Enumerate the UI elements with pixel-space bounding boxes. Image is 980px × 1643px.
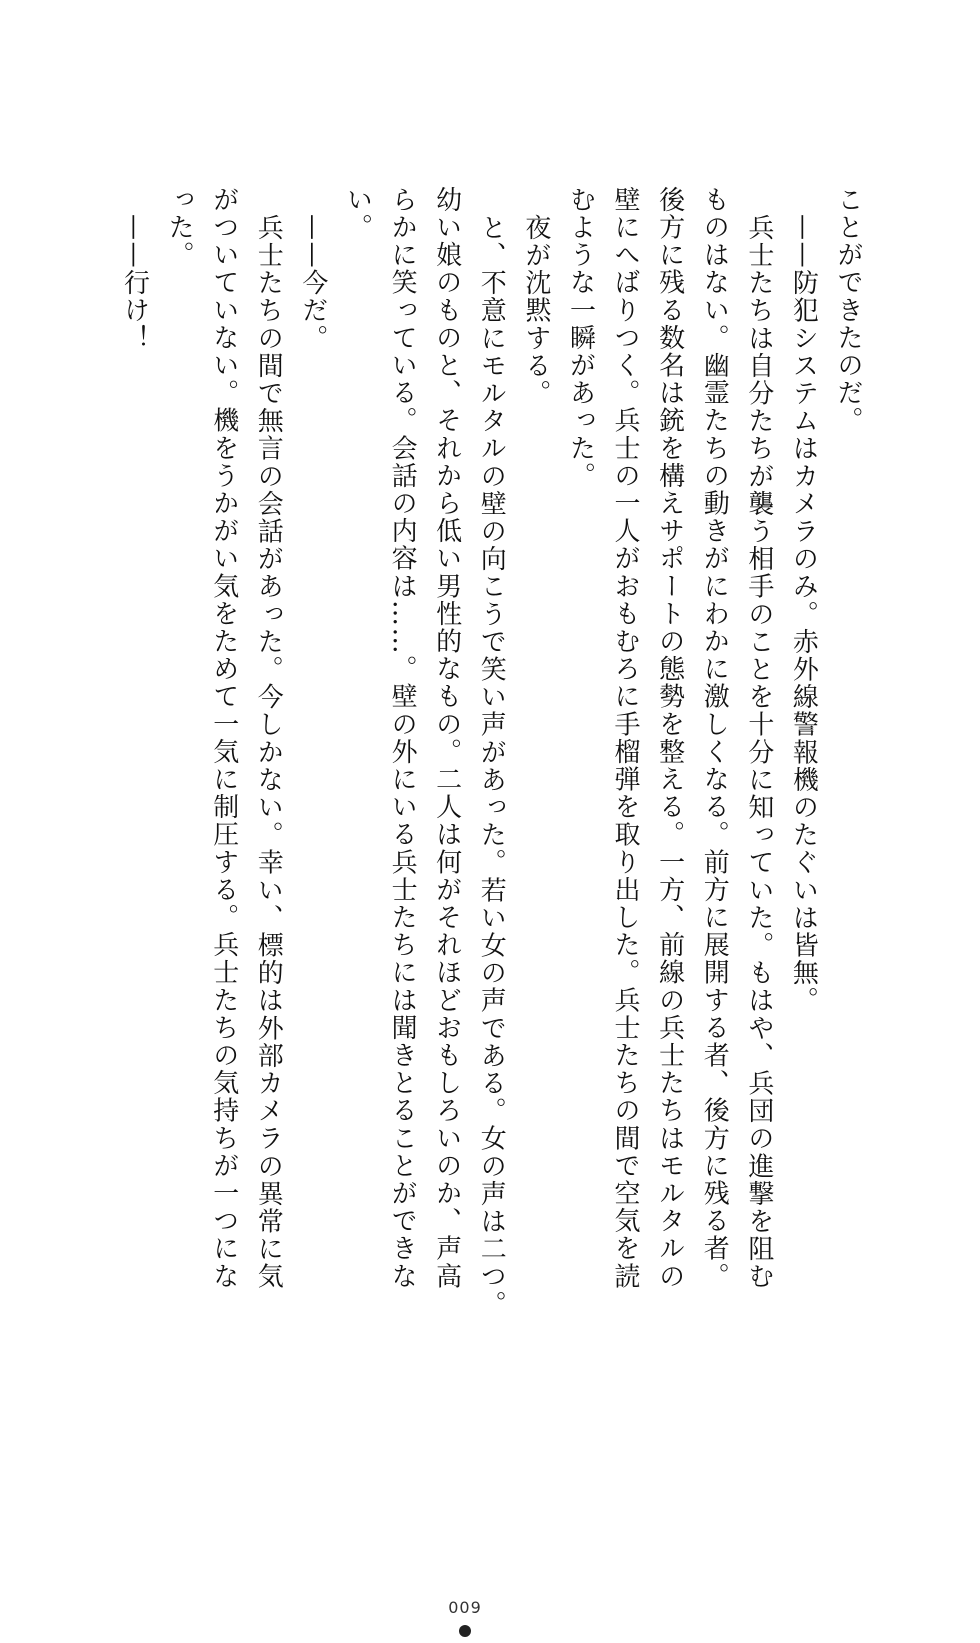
text-line: ——行け！ xyxy=(119,213,150,352)
text-line: い。 xyxy=(342,186,373,242)
text-line: らかに笑っている。会話の内容は……。壁の外にいる兵士たちには聞きとることができな xyxy=(387,186,418,1290)
text-line: 後方に残る数名は銃を構えサポートの態勢を整える。一方、前線の兵士たちはモルタルの xyxy=(654,186,685,1290)
text-line: 兵士たちは自分たちが襲う相手のことを十分に知っていた。もはや、兵団の進撃を阻む xyxy=(743,213,774,1290)
text-line: ——今だ。 xyxy=(297,213,328,352)
text-line: 兵士たちの間で無言の会話があった。今しかない。幸い、標的は外部カメラの異常に気 xyxy=(253,213,284,1290)
text-line: 幼い娘のものと、それから低い男性的なもの。二人は何がそれほどおもしろいのか、声高 xyxy=(431,186,462,1290)
page-bullet-mark xyxy=(459,1625,471,1637)
text-line: ——防犯システムはカメラのみ。赤外線警報機のたぐいは皆無。 xyxy=(788,213,819,1014)
text-line: 壁にへばりつく。兵士の一人がおもむろに手榴弾を取り出した。兵士たちの間で空気を読 xyxy=(610,186,641,1290)
text-line: 夜が沈黙する。 xyxy=(520,213,551,407)
text-line: と、不意にモルタルの壁の向こうで笑い声があった。若い女の声である。女の声は二つ。 xyxy=(476,213,507,1318)
vertical-text-body xyxy=(112,186,870,1326)
page-number: 009 xyxy=(448,1598,482,1617)
text-line: った。 xyxy=(164,186,195,269)
text-line: むような一瞬があった。 xyxy=(565,186,596,490)
text-line: がついていない。機をうかがい気をためて一気に制圧する。兵士たちの気持ちが一つにな xyxy=(208,186,239,1290)
text-line: ものはない。幽霊たちの動きがにわかに激しくなる。前方に展開する者、後方に残る者。 xyxy=(699,186,730,1290)
text-line: ことができたのだ。 xyxy=(833,186,863,435)
